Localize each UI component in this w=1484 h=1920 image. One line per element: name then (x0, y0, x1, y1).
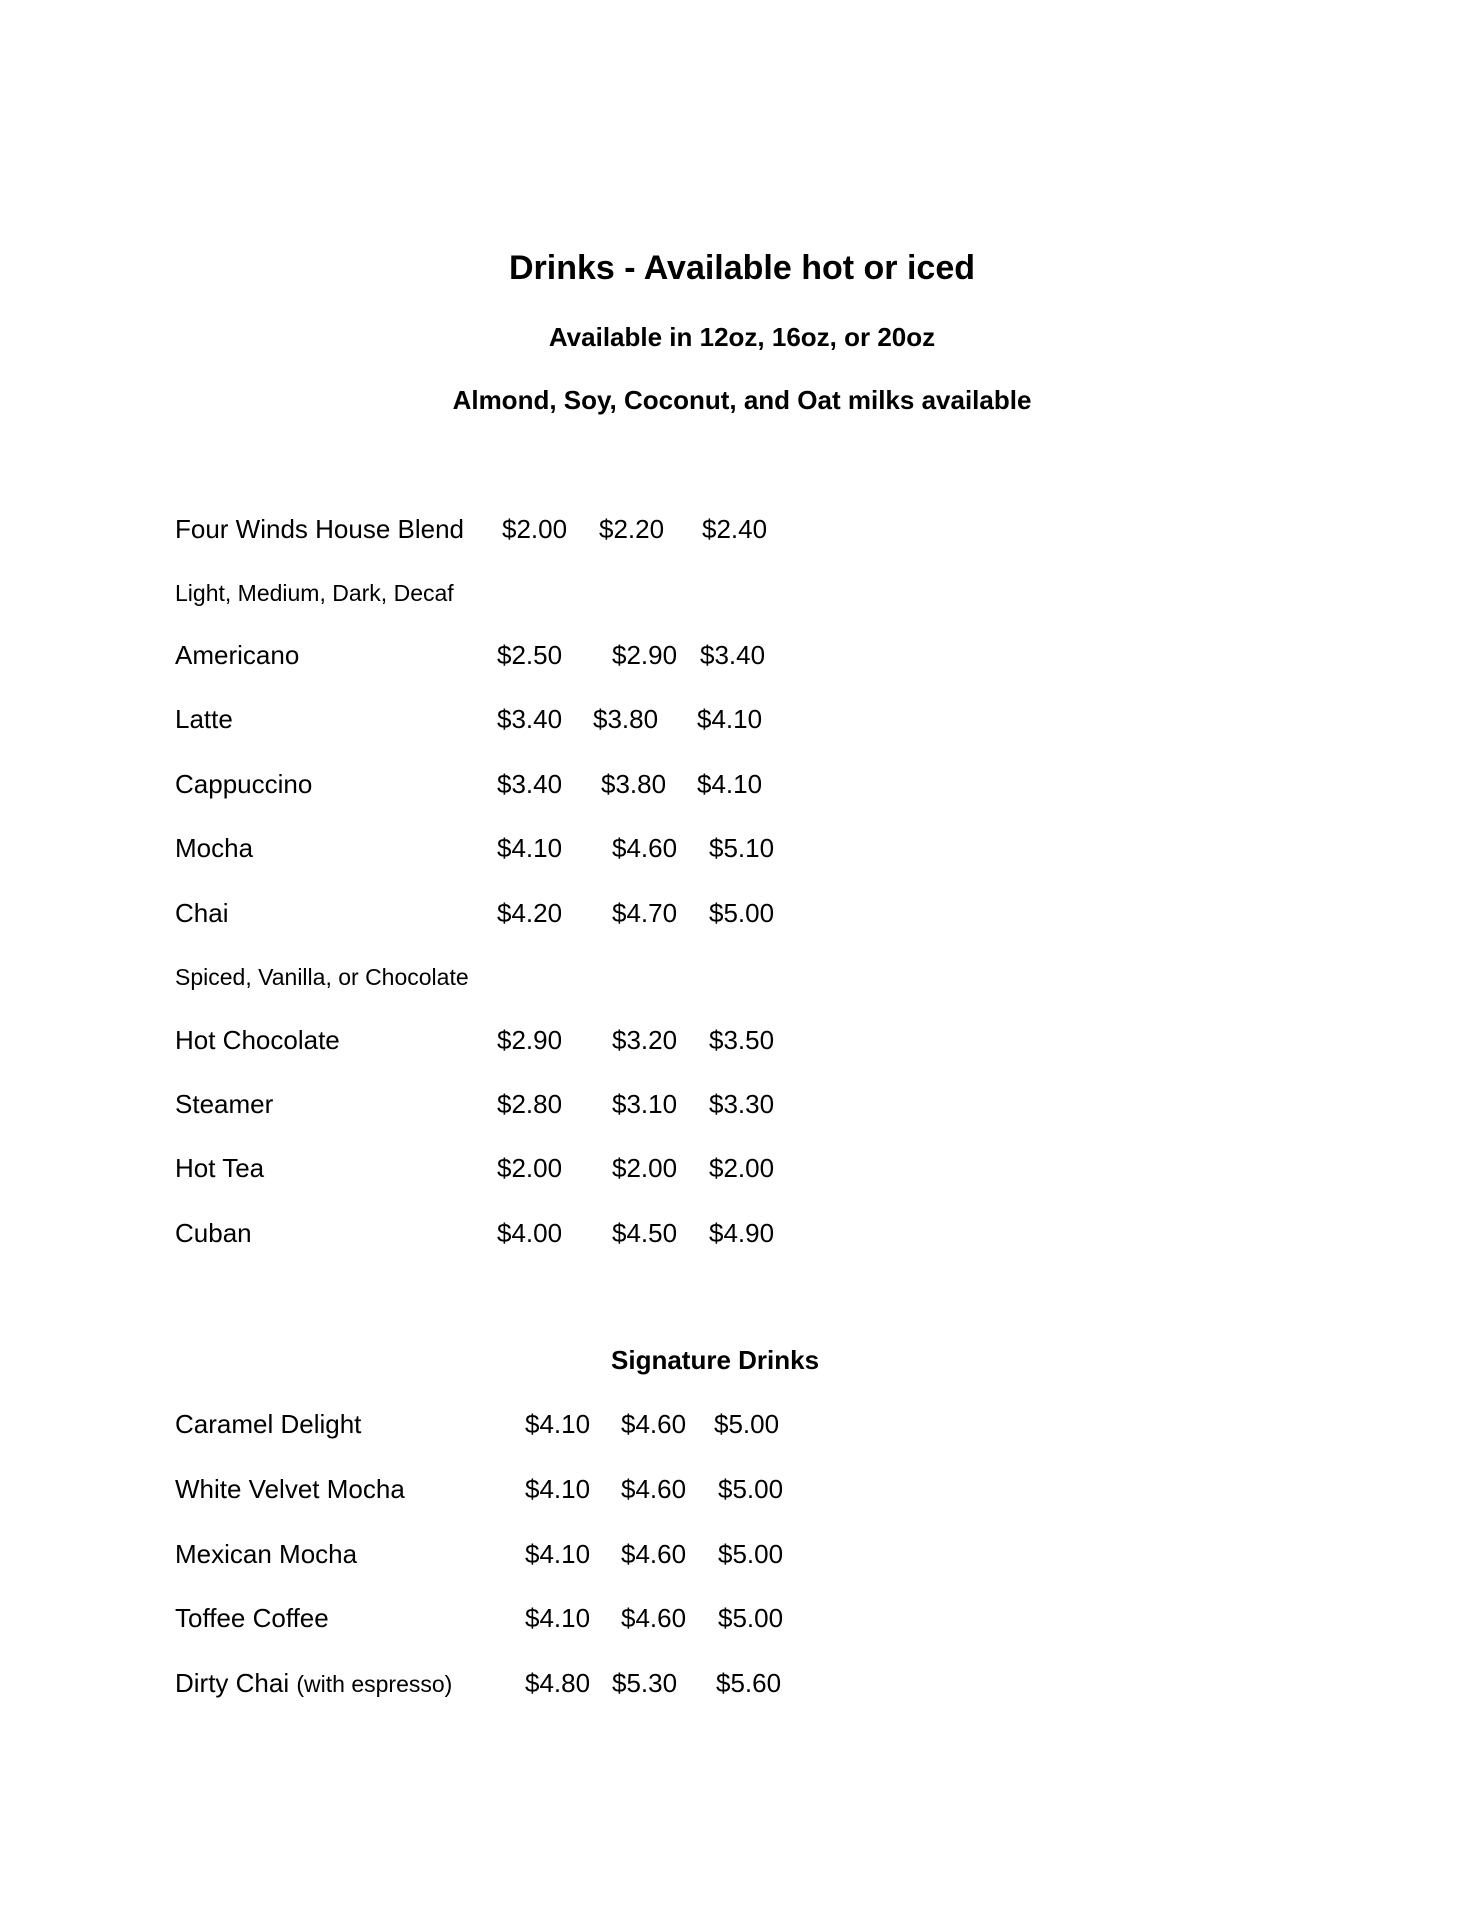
price-12oz: $2.80 (497, 1089, 563, 1119)
price-16oz: $3.20 (612, 1025, 678, 1055)
price-16oz: $4.60 (621, 1474, 687, 1504)
list-item (0, 1153, 1484, 1193)
price-16oz: $4.60 (621, 1409, 687, 1439)
price-12oz: $4.00 (497, 1218, 563, 1248)
price-16oz: $2.20 (599, 514, 665, 544)
list-item (0, 704, 1484, 744)
price-20oz: $5.00 (718, 1603, 784, 1633)
list-item (0, 640, 1484, 680)
price-12oz: $4.10 (525, 1603, 591, 1633)
drink-name: Four Winds House Blend (175, 514, 465, 544)
price-20oz: $5.00 (718, 1539, 784, 1569)
signature-heading: Signature Drinks (611, 1345, 820, 1375)
drink-name: Cuban (175, 1218, 252, 1248)
list-item (0, 833, 1484, 873)
price-12oz: $2.90 (497, 1025, 563, 1055)
drink-name: Americano (175, 640, 300, 670)
price-12oz: $4.10 (525, 1539, 591, 1569)
price-20oz: $5.10 (709, 833, 775, 863)
list-item (0, 1668, 1484, 1708)
drink-name: Steamer (175, 1089, 274, 1119)
price-20oz: $5.00 (709, 898, 775, 928)
price-12oz: $4.10 (497, 833, 563, 863)
list-item (0, 1218, 1484, 1258)
price-16oz: $3.80 (593, 704, 659, 734)
drink-name: Cappuccino (175, 769, 313, 799)
list-item (0, 1474, 1484, 1514)
list-item (0, 1603, 1484, 1643)
list-item (0, 1089, 1484, 1129)
drink-name: Mexican Mocha (175, 1539, 358, 1569)
drink-name: Toffee Coffee (175, 1603, 329, 1633)
list-item (0, 1409, 1484, 1449)
price-16oz: $3.10 (612, 1089, 678, 1119)
price-16oz: $2.00 (612, 1153, 678, 1183)
drink-name: Hot Tea (175, 1153, 265, 1183)
drink-name-text: Dirty Chai (175, 1668, 290, 1698)
price-12oz: $2.00 (497, 1153, 563, 1183)
price-20oz: $5.60 (716, 1668, 782, 1698)
price-20oz: $3.40 (700, 640, 766, 670)
price-16oz: $4.60 (621, 1603, 687, 1633)
list-item (0, 898, 1484, 938)
drink-note: Light, Medium, Dark, Decaf (175, 580, 454, 606)
drink-name-note: (with espresso) (296, 1671, 453, 1697)
price-20oz: $4.10 (697, 769, 763, 799)
drink-name (175, 1668, 452, 1699)
price-20oz: $4.10 (697, 704, 763, 734)
price-20oz: $5.00 (718, 1474, 784, 1504)
list-item (0, 1025, 1484, 1065)
price-12oz: $3.40 (497, 769, 563, 799)
drink-name: White Velvet Mocha (175, 1474, 405, 1504)
price-12oz: $4.10 (525, 1409, 591, 1439)
price-16oz: $4.60 (621, 1539, 687, 1569)
drink-name: Latte (175, 704, 233, 734)
price-16oz: $3.80 (601, 769, 667, 799)
price-12oz: $4.10 (525, 1474, 591, 1504)
price-12oz: $4.20 (497, 898, 563, 928)
price-16oz: $2.90 (612, 640, 678, 670)
price-12oz: $2.00 (502, 514, 568, 544)
price-20oz: $2.00 (709, 1153, 775, 1183)
list-item (0, 1539, 1484, 1579)
drink-note: Spiced, Vanilla, or Chocolate (175, 964, 469, 990)
list-item (0, 514, 1484, 554)
drink-name: Mocha (175, 833, 254, 863)
price-12oz: $4.80 (525, 1668, 591, 1698)
sizes-subtitle: Available in 12oz, 16oz, or 20oz (548, 322, 936, 352)
drink-name: Chai (175, 898, 229, 928)
price-12oz: $2.50 (497, 640, 563, 670)
drink-name: Caramel Delight (175, 1409, 362, 1439)
price-20oz: $4.90 (709, 1218, 775, 1248)
drink-name: Hot Chocolate (175, 1025, 340, 1055)
menu-title: Drinks - Available hot or iced (508, 249, 976, 287)
price-16oz: $4.70 (612, 898, 678, 928)
price-20oz: $2.40 (702, 514, 768, 544)
price-16oz: $5.30 (612, 1668, 678, 1698)
price-20oz: $3.50 (709, 1025, 775, 1055)
price-20oz: $5.00 (714, 1409, 780, 1439)
milks-subtitle: Almond, Soy, Coconut, and Oat milks available (452, 385, 1032, 415)
price-16oz: $4.60 (612, 833, 678, 863)
price-12oz: $3.40 (497, 704, 563, 734)
price-16oz: $4.50 (612, 1218, 678, 1248)
price-20oz: $3.30 (709, 1089, 775, 1119)
list-item (0, 769, 1484, 809)
